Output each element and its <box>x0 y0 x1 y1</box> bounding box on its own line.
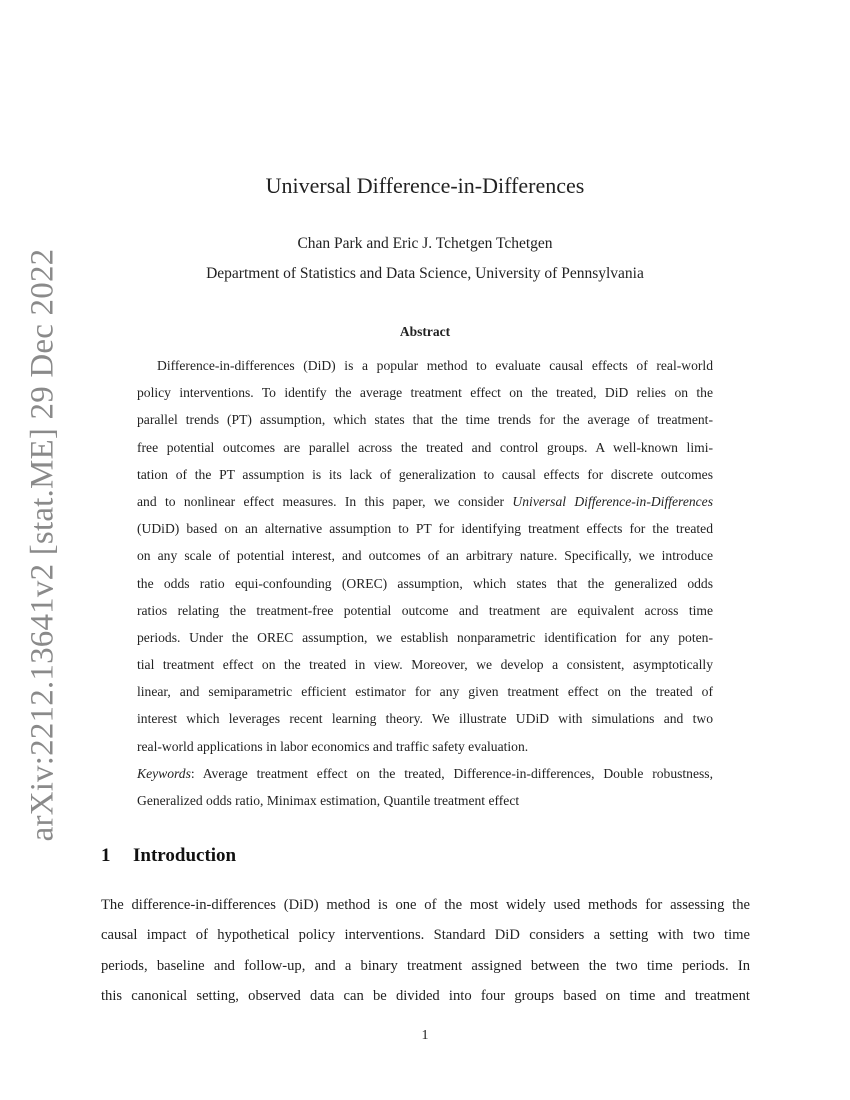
keywords-label: Keywords <box>137 765 191 781</box>
section-heading-introduction <box>101 845 236 867</box>
abstract-line: tial treatment effect on the treated in view. Moreover, we develop a consistent, asymptotically <box>137 657 713 673</box>
abstract-line: (UDiD) based on an alternative assumption to PT for identifying treatment effects for the treated <box>137 521 713 537</box>
section-title: Introduction <box>133 845 237 866</box>
abstract-line: tation of the PT assumption is its lack of generalization to causal effects for discrete outcomes <box>137 466 713 482</box>
abstract-line: interest which leverages recent learning theory. We illustrate UDiD with simulations and two <box>137 711 713 727</box>
abstract-line: the odds ratio equi-confounding (OREC) assumption, which states that the generalized odds <box>137 575 713 591</box>
abstract-line: ratios relating the treatment-free potential outcome and treatment are equivalent across time <box>137 602 713 618</box>
abstract-line: parallel trends (PT) assumption, which states that the time trends for the average of treatment- <box>137 412 713 428</box>
body-line: causal impact of hypothetical policy interventions. Standard DiD considers a setting with two time <box>101 927 750 944</box>
section-number: 1 <box>101 845 111 866</box>
abstract-line <box>137 488 713 515</box>
abstract-line: free potential outcomes are parallel across the treated and control groups. A well-known limi- <box>137 439 713 455</box>
keywords-line <box>137 760 713 787</box>
body-line: this canonical setting, observed data can be divided into four groups based on time and treatment <box>101 987 750 1004</box>
abstract-heading: Abstract <box>399 324 451 339</box>
keywords-list: : Average treatment effect on the treated, Difference-in-differences, Double robustness, <box>190 765 713 781</box>
body-line: periods, baseline and follow-up, and a binary treatment assigned between the two time periods. In <box>101 957 750 974</box>
abstract-line: periods. Under the OREC assumption, we establish nonparametric identification for any poten- <box>137 629 713 645</box>
abstract-body <box>137 352 713 814</box>
arxiv-identifier-stamp: arXiv:2212.13641v2 [stat.ME] 29 Dec 2022 <box>24 248 61 842</box>
paper-affiliation: Department of Statistics and Data Science, University of Pennsylvania <box>206 265 644 282</box>
abstract-text: and to nonlinear effect measures. In this paper, we consider <box>137 493 513 509</box>
introduction-body <box>101 890 750 1011</box>
abstract-line: linear, and semiparametric efficient estimator for any given treatment effect on the treated of <box>137 684 713 700</box>
abstract-emphasis-method-name: Universal Difference-in-Differences <box>512 493 714 509</box>
keywords-line: Generalized odds ratio, Minimax estimation, Quantile treatment effect <box>137 793 520 808</box>
body-line: The difference-in-differences (DiD) method is one of the most widely used methods for assessing the <box>101 897 750 913</box>
abstract-line: Difference-in-differences (DiD) is a popular method to evaluate causal effects of real-world <box>157 358 713 373</box>
paper-authors: Chan Park and Eric J. Tchetgen Tchetgen <box>297 235 553 252</box>
page-number: 1 <box>421 1028 429 1043</box>
abstract-line: on any scale of potential interest, and outcomes of an arbitrary nature. Specifically, we introduce <box>137 548 713 564</box>
abstract-line: policy interventions. To identify the average treatment effect on the treated, DiD relies on the <box>137 385 713 401</box>
paper-title: Universal Difference-in-Differences <box>265 173 585 198</box>
abstract-line: real-world applications in labor economics and traffic safety evaluation. <box>137 738 529 754</box>
